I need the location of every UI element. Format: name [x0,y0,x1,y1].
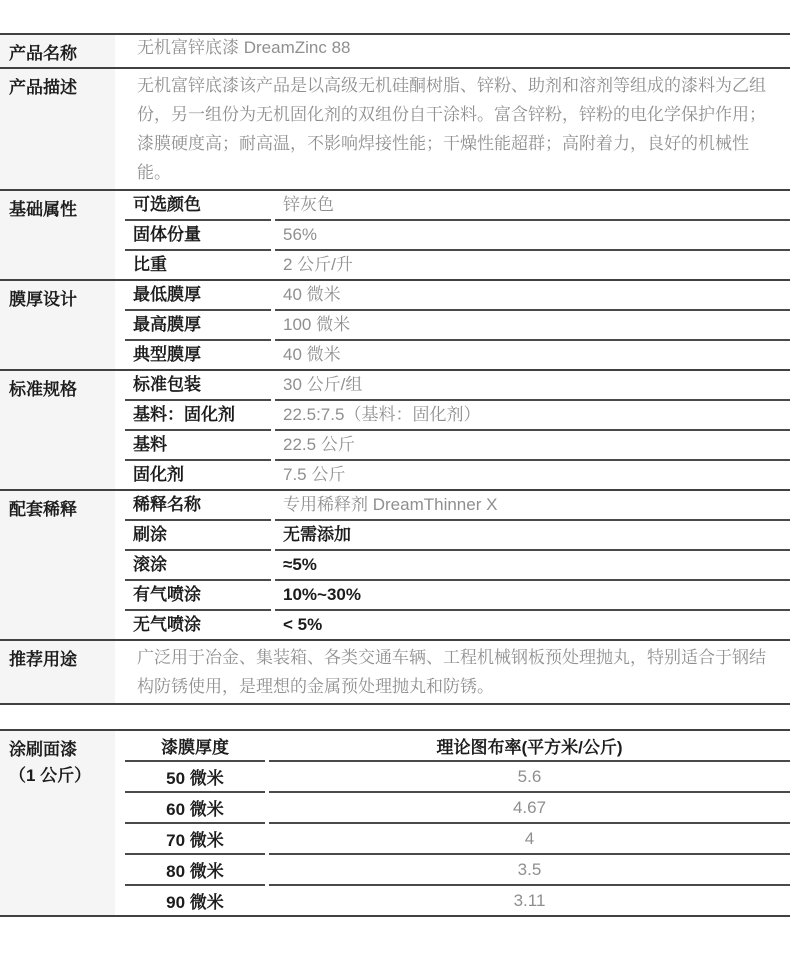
coverage-row [125,791,790,822]
spec-row [125,191,790,219]
spec-value: 30 公斤/组 [283,374,363,394]
section-content [125,69,790,189]
spec-row [125,491,790,519]
column-gutter [115,491,125,639]
section-label: 产品描述 [0,69,115,189]
section-label: 产品名称 [0,35,115,67]
spec-value: 专用稀释剂 DreamThinner X [283,494,498,514]
spec-table [0,33,790,705]
section-label: 标准规格 [0,371,115,489]
spec-value: < 5% [275,609,790,639]
column-gutter [115,641,125,703]
spec-row [125,549,790,579]
spec-row [125,339,790,369]
spec-value: 40 微米 [275,339,790,369]
section-content [125,35,790,67]
section-content [125,281,790,369]
spec-value: 7.5 公斤 [275,459,790,489]
spec-value: 2 公斤/升 [275,249,790,279]
column-gutter [115,281,125,369]
spec-key: 滚涂 [125,549,271,579]
spec-value: 22.5:7.5（基料：固化剂） [275,399,790,429]
coverage-row [125,884,790,915]
section-product-description [0,67,790,189]
column-gutter [115,371,125,489]
col-header-thickness: 漆膜厚度 [161,738,229,757]
section-label: 基础属性 [0,191,115,279]
thickness-cell: 50 微米 [125,760,265,791]
spec-row [125,459,790,489]
spec-key: 固化剂 [125,459,271,489]
spec-row [125,35,790,62]
rate-cell: 3.11 [269,884,790,915]
coverage-row [125,853,790,884]
spec-row [125,609,790,639]
thickness-cell: 80 微米 [125,853,265,884]
spec-row [125,281,790,309]
rate-cell: 4 [269,822,790,853]
section-product-name [0,33,790,67]
spec-value: ≈5% [275,549,790,579]
spec-key: 标准包装 [133,374,201,394]
coverage-row [125,822,790,853]
coverage-label-line2: （1 公斤） [9,766,92,785]
spec-key: 比重 [125,249,271,279]
section-thinner [0,489,790,639]
coverage-table-label [0,731,115,915]
section-standard-spec [0,369,790,489]
spec-key: 无气喷涂 [125,609,271,639]
spec-row [125,399,790,429]
spec-key: 最高膜厚 [125,309,271,339]
spec-key: 基料：固化剂 [125,399,271,429]
spec-key: 典型膜厚 [125,339,271,369]
section-label: 膜厚设计 [0,281,115,369]
spec-row [125,371,790,399]
column-gutter [115,35,125,67]
section-label: 配套稀释 [0,491,115,639]
coverage-row [125,760,790,791]
spec-key: 可选颜色 [133,194,201,214]
spec-key: 稀释名称 [133,494,201,514]
column-gutter [115,731,125,915]
spec-key: 固体份量 [125,219,271,249]
spec-value: 56% [275,219,790,249]
thickness-cell: 90 微米 [125,884,265,915]
section-content [125,491,790,639]
spec-row [125,69,790,189]
spec-row [125,249,790,279]
spec-row [125,219,790,249]
col-header-coverage-rate: 理论图布率(平方米/公斤) [436,738,623,757]
coverage-table [0,729,790,917]
section-content [125,191,790,279]
rate-cell: 4.67 [269,791,790,822]
spec-key: 刷涂 [125,519,271,549]
section-recommended-use [0,639,790,703]
product-description-value: 无机富锌底漆该产品是以高级无机硅酮树脂、锌粉、助剂和溶剂等组成的漆料为乙组份，另一组份为无机固化剂的双组份自干涂料。富含锌粉，锌粉的电化学保护作用；漆膜硬度高；耐高温，不影响焊接性能；干燥性能超群；高附着力，良好的机械性能。 [137,76,766,182]
spec-key: 最低膜厚 [133,284,201,304]
thickness-cell: 60 微米 [125,791,265,822]
spec-value: 无需添加 [275,519,790,549]
spec-value: 22.5 公斤 [275,429,790,459]
spec-row [125,429,790,459]
section-label: 推荐用途 [0,641,115,703]
section-basic-properties [0,189,790,279]
column-gutter [115,191,125,279]
section-content [125,371,790,489]
rate-cell: 5.6 [269,760,790,791]
spec-row [125,309,790,339]
product-name-value: 无机富锌底漆 DreamZinc 88 [137,38,351,58]
spec-key: 有气喷涂 [125,579,271,609]
spec-key: 基料 [125,429,271,459]
coverage-content [125,731,790,915]
thickness-cell: 70 微米 [125,822,265,853]
recommended-use-value: 广泛用于冶金、集装箱、各类交通车辆、工程机械钢板预处理抛丸，特别适合于钢结构防锈使用，是理想的金属预处理抛丸和防锈。 [137,648,766,696]
coverage-label-line1: 涂刷面漆 [9,740,77,759]
spec-row [125,579,790,609]
spec-value: 锌灰色 [283,194,334,214]
spec-value: 100 微米 [275,309,790,339]
rate-cell: 3.5 [269,853,790,884]
column-gutter [115,69,125,189]
spec-row [125,519,790,549]
section-content [125,641,790,703]
spec-value: 10%~30% [275,579,790,609]
section-film-thickness-design [0,279,790,369]
spec-value: 40 微米 [283,284,341,304]
spec-row [125,641,790,703]
coverage-header-row [125,731,790,760]
